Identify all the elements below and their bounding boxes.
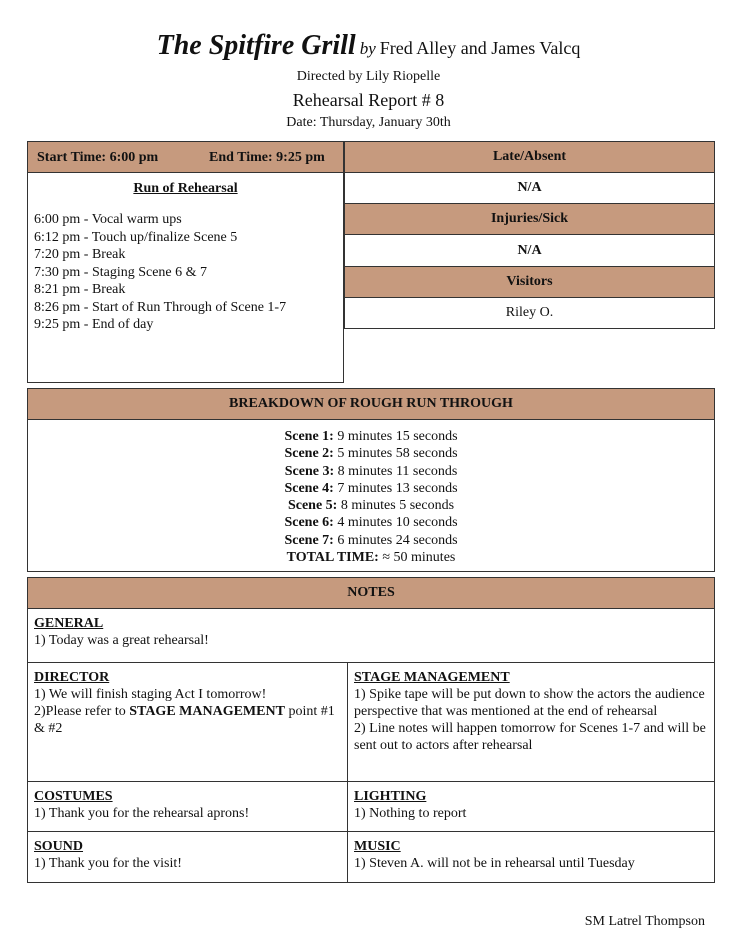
scene-row: Scene 2: 5 minutes 58 seconds: [284, 446, 458, 462]
general-line: 1) Today was a great rehearsal!: [34, 633, 209, 648]
lighting-line: 1) Nothing to report: [354, 806, 467, 821]
directed-by: Directed by Lily Riopelle: [296, 69, 441, 84]
times-band: [27, 141, 344, 173]
run-item: 7:30 pm - Staging Scene 6 & 7: [34, 264, 208, 280]
director-title: DIRECTOR: [34, 670, 110, 685]
costumes-line: 1) Thank you for the rehearsal aprons!: [34, 806, 250, 821]
total-row: TOTAL TIME: ≈ 50 minutes: [286, 550, 456, 566]
scene-row: Scene 5: 8 minutes 5 seconds: [287, 498, 455, 514]
report-number: Rehearsal Report # 8: [292, 90, 445, 110]
notes-sound: [27, 831, 348, 883]
costumes-title: COSTUMES: [34, 789, 113, 804]
late-absent-value: N/A: [344, 173, 715, 204]
run-item: 6:12 pm - Touch up/finalize Scene 5: [34, 229, 238, 245]
injuries-value: N/A: [344, 235, 715, 267]
signature: SM Latrel Thompson: [584, 914, 705, 929]
visitors-header: Visitors: [344, 267, 715, 298]
sound-line: 1) Thank you for the visit!: [34, 856, 182, 871]
general-title: GENERAL: [34, 616, 104, 631]
breakdown-body: [27, 420, 715, 572]
start-time: Start Time: 6:00 pm: [37, 150, 159, 165]
authors: Fred Alley and James Valcq: [379, 38, 581, 58]
music-title: MUSIC: [354, 839, 401, 854]
scene-row: Scene 7: 6 minutes 24 seconds: [284, 532, 458, 548]
by-label: by: [359, 39, 376, 58]
sound-title: SOUND: [34, 839, 84, 854]
notes-header: NOTES: [27, 577, 715, 609]
stage-management-title: STAGE MANAGEMENT: [354, 670, 510, 685]
run-title: Run of Rehearsal: [133, 181, 238, 196]
scene-row: Scene 3: 8 minutes 11 seconds: [284, 463, 458, 479]
breakdown-header: BREAKDOWN OF ROUGH RUN THROUGH: [27, 388, 715, 420]
stage-management-line: 1) Spike tape will be put down to show the actors the audience perspective that was mentioned at the end of rehearsal: [354, 687, 705, 719]
late-absent-header: Late/Absent: [344, 141, 715, 173]
director-line: 1) We will finish staging Act I tomorrow!: [34, 687, 267, 702]
run-item: 9:25 pm - End of day: [34, 317, 154, 332]
notes-costumes: [27, 781, 348, 832]
run-of-rehearsal: [27, 173, 344, 383]
scene-row: Scene 6: 4 minutes 10 seconds: [284, 515, 458, 531]
scene-row: Scene 1: 9 minutes 15 seconds: [284, 429, 458, 444]
report-date: Date: Thursday, January 30th: [286, 115, 451, 130]
notes-lighting: [347, 781, 715, 832]
notes-music: [347, 831, 715, 883]
run-item: 8:26 pm - Start of Run Through of Scene 1-7: [34, 299, 287, 315]
run-item: 6:00 pm - Vocal warm ups: [34, 212, 182, 227]
run-item: 8:21 pm - Break: [34, 282, 126, 297]
injuries-header: Injuries/Sick: [344, 204, 715, 235]
end-time: End Time: 9:25 pm: [209, 150, 325, 165]
notes-general: [27, 609, 715, 663]
show-title: The Spitfire Grill: [156, 30, 356, 61]
notes-stage-management: [347, 663, 715, 782]
music-line: 1) Steven A. will not be in rehearsal until Tuesday: [354, 856, 635, 871]
run-item: 7:20 pm - Break: [34, 247, 126, 262]
visitors-value: Riley O.: [344, 298, 715, 329]
stage-management-line: 2) Line notes will happen tomorrow for Scenes 1-7 and will be sent out to actors after rehearsal: [354, 721, 706, 753]
lighting-title: LIGHTING: [354, 789, 427, 804]
title-line: [0, 30, 737, 62]
run-list: [28, 211, 343, 334]
director-line: 2)Please refer to STAGE MANAGEMENT point #1 & #2: [34, 704, 335, 736]
notes-director: [27, 663, 348, 782]
scene-row: Scene 4: 7 minutes 13 seconds: [284, 480, 458, 496]
